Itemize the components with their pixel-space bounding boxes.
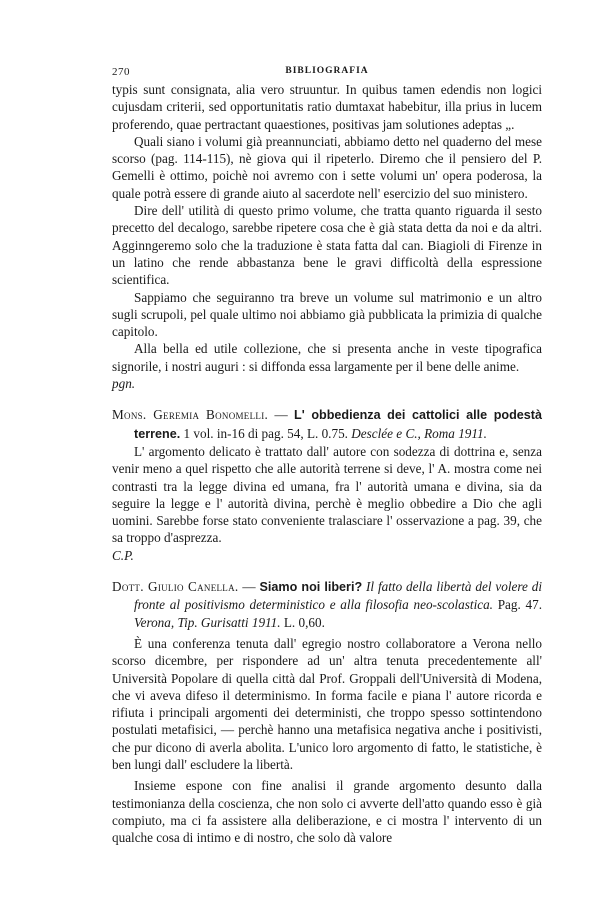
review-text: È una conferenza tenuta dall' egregio nostro collaboratore a Verona nello scorso dicembre, per rispondere ad un' altra tenuta precedentemente all' Università Popolare di quella città dal Prof. Groppali dell'Università di Modena, che vi aveva difeso il determinismo. In forma facile e piana l' autore ricorda e rifiuta i principali argomenti dei deterministi, che troppo spesso sottintendono postulati metafisici, — perchè hanno una metafisica negativa anche i positivisti, che pur dicono di averla abolita. L'unico loro argomento di fatto, le statistiche, è ben lungi dall' escludere la libertà. [112, 635, 542, 772]
entry-details: Pag. 47. [492, 597, 543, 613]
bibliography-entry [112, 406, 542, 443]
running-title: BIBLIOGRAFIA [285, 66, 369, 76]
entry-dash: — [268, 407, 295, 423]
paragraph: Quali siano i volumi già preannunciati, abbiamo detto nel quaderno del mese scorso (pag. 114-115), nè giova qui il ripeterlo. Diremo che il pensiero del P. Gemelli è ottimo, poichè noi avremo con i sette volumi un' opera poderosa, la quale potrà essere di grande aiuto al sacerdote nell' esercizio del suo ministero. [112, 133, 542, 201]
entry-details: 1 vol. in-16 di pag. 54, L. 0.75. [180, 425, 352, 441]
entry-dash: — [238, 579, 260, 595]
entry-title: Siamo noi liberi? [259, 580, 363, 595]
signature: C.P. [112, 547, 134, 563]
paragraph: Alla bella ed utile collezione, che si presenta anche in veste tipografica signorile, i nostri auguri : si diffonda essa largamente per il bene delle anime. [112, 341, 542, 374]
entry-title: L' obbedienza dei cattolici alle podestà terrene. [134, 408, 542, 441]
entry-author: Dott. Giulio Canella. [112, 579, 239, 595]
page-header [112, 66, 542, 82]
entry-author: Mons. Geremia Bonomelli. [112, 407, 269, 423]
entry-price: L. 0,60. [280, 614, 325, 630]
entry-publisher: Desclée e C., Roma 1911. [351, 425, 487, 441]
review-text: Insieme espone con fine analisi il grande argomento desunto dalla testimonianza della coscienza, che non solo ci avverte dell'atto quando esso è già compiuto, ma ci fa assistere alla deliberazione, e ci mostra l' intervento di un qualche cosa di intimo e di nostro, che solo dà valore [112, 778, 542, 846]
review-text: L' argomento delicato è trattato dall' autore con sodezza di dottrina e, senza venir meno a quel rispetto che alle autorità terrene si deve, l' A. mostra come nei contrasti tra la legge divina ed umana, fra l' autorità umana e divina, sia da seguire la legge e l' autorità divina, perchè è meglio obbedire a Dio che agli uomini. Sarebbe forse stato conveniente tralasciare l' osservazione a pag. 39, che sa troppo d'asprezza. [112, 443, 542, 546]
page-number: 270 [112, 66, 130, 78]
signature: pgn. [112, 376, 136, 392]
paragraph: Dire dell' utilità di questo primo volume, che tratta quanto riguarda il sesto precetto del decalogo, sarebbe ripetere cosa che è già stata detta da noi e da altri. Agginngeremo solo che la traduzione è stata fatta dal can. Biagioli di Firenze in un latino che rende abbastanza bene le gravi difficoltà della espressione scientifica. [112, 203, 542, 288]
entry-subtitle: Il fatto della libertà del volere di fronte al positivismo deterministico e alla filosofia neo-scolastica. [134, 579, 542, 613]
bibliography-entry [112, 578, 542, 631]
body-text [112, 81, 542, 846]
paragraph: typis sunt consignata, alia vero struuntur. In quibus tamen edendis non logici cujusdam criterii, sed opportunitatis ratio dumtaxat habebitur, illa prius in lucem proferendo, quae pertractant quaestiones, positivas jam solutiones adeptas „. [112, 82, 542, 132]
entry-publisher: Verona, Tip. Gurisatti 1911. [134, 614, 281, 630]
paragraph: Sappiamo che seguiranno tra breve un volume sul matrimonio e un altro sugli scrupoli, pel quale ultimo noi abbiamo già pubblicata la primizia di qualche capitolo. [112, 289, 542, 340]
